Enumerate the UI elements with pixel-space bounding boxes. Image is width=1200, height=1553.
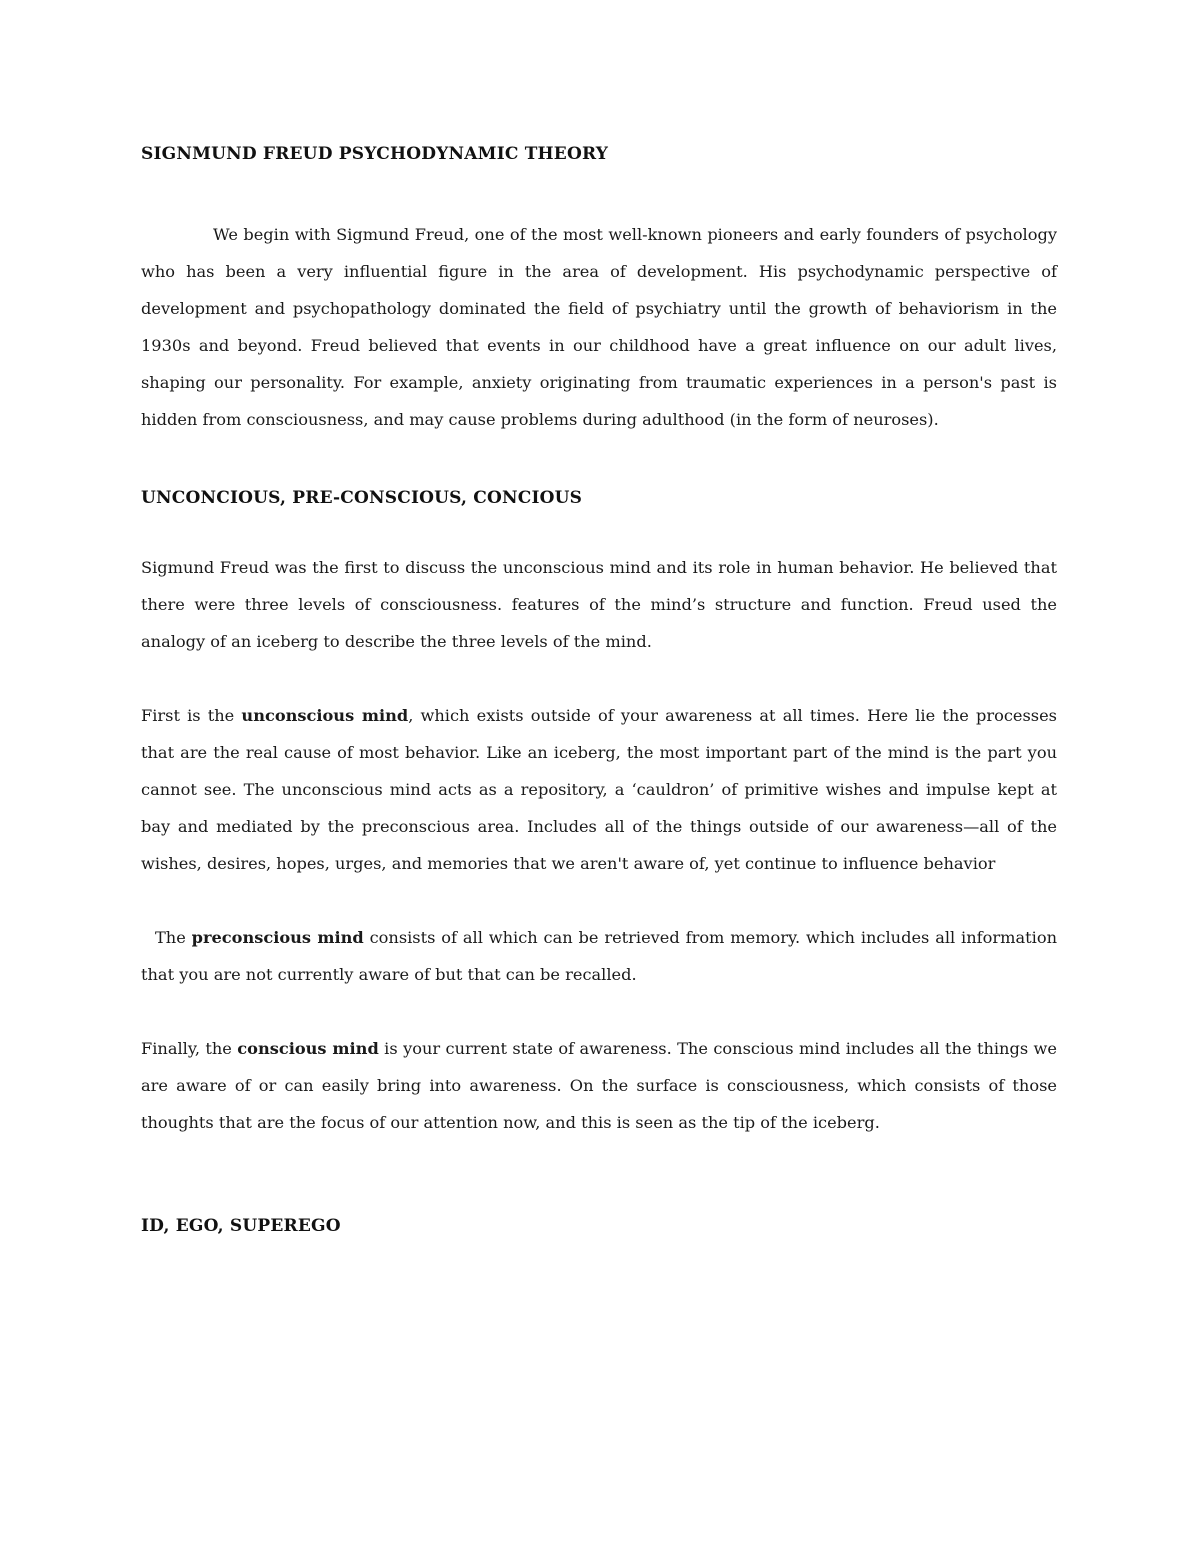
spacer bbox=[141, 993, 1057, 1030]
text-run: Finally, the bbox=[141, 1039, 238, 1058]
section-heading-levels-of-consciousness: UNCONCIOUS, PRE-CONSCIOUS, CONCIOUS bbox=[141, 488, 583, 508]
paragraph-unconscious-mind-intro: Sigmund Freud was the first to discuss the unconscious mind and its role in human behavior. He believed that there were three levels of consciousness. features of the mind’s structure and function. Freud used the analogy of an iceberg to describe the three levels of the mind. bbox=[141, 558, 1057, 651]
spacer bbox=[141, 438, 1057, 484]
text-run: , which exists outside of your awareness at all times. Here lie the processes that are the real cause of most behavior. Like an iceberg, the most important part of the mind is the part you cannot see. The unconscious mind acts as a repository, a ‘cauldron’ of primitive wishes and impulse kept at bay and mediated by the preconscious area. Includes all of the things outside of our awareness—all of the wishes, desires, hopes, urges, and memories that we aren't aware of, yet continue to influence behavior bbox=[141, 706, 1057, 873]
text-run: First is the bbox=[141, 706, 242, 725]
spacer bbox=[141, 882, 1057, 919]
spacer bbox=[141, 512, 1057, 549]
term-unconscious-mind: unconscious mind bbox=[241, 706, 409, 725]
spacer bbox=[141, 1141, 1057, 1212]
text-run: consists of all which can be retrieved from memory. which includes all information that you are not currently aware of but that can be recalled. bbox=[141, 928, 1057, 984]
text-run: The bbox=[155, 928, 192, 947]
text-run: is your current state of awareness. The conscious mind includes all the things we are aware of or can easily bring into awareness. On the surface is consciousness, which consists of those thoughts that are the focus of our attention now, and this is seen as the tip of the iceberg. bbox=[141, 1039, 1057, 1132]
paragraph-freud-intro: We begin with Sigmund Freud, one of the most well-known pioneers and early founders of psychology who has been a very influential figure in the area of development. His psychodynamic perspective of development and psychopathology dominated the field of psychiatry until the growth of behaviorism in the 1930s and beyond. Freud believed that events in our childhood have a great influence on our adult lives, shaping our personality. For example, anxiety originating from traumatic experiences in a person's past is hidden from consciousness, and may cause problems during adulthood (in the form of neuroses). bbox=[141, 225, 1057, 429]
paragraph-unconscious-mind bbox=[141, 697, 1057, 882]
section-heading-id-ego-superego: ID, EGO, SUPEREGO bbox=[141, 1216, 341, 1236]
term-conscious-mind: conscious mind bbox=[237, 1039, 379, 1058]
term-preconscious-mind: preconscious mind bbox=[191, 928, 364, 947]
spacer bbox=[141, 660, 1057, 697]
spacer bbox=[141, 168, 1057, 216]
section-heading-psychodynamic-theory: SIGNMUND FREUD PSYCHODYNAMIC THEORY bbox=[141, 144, 609, 164]
paragraph-conscious-mind bbox=[141, 1030, 1057, 1141]
document-body bbox=[141, 140, 1057, 1240]
paragraph-preconscious-mind bbox=[141, 919, 1057, 993]
